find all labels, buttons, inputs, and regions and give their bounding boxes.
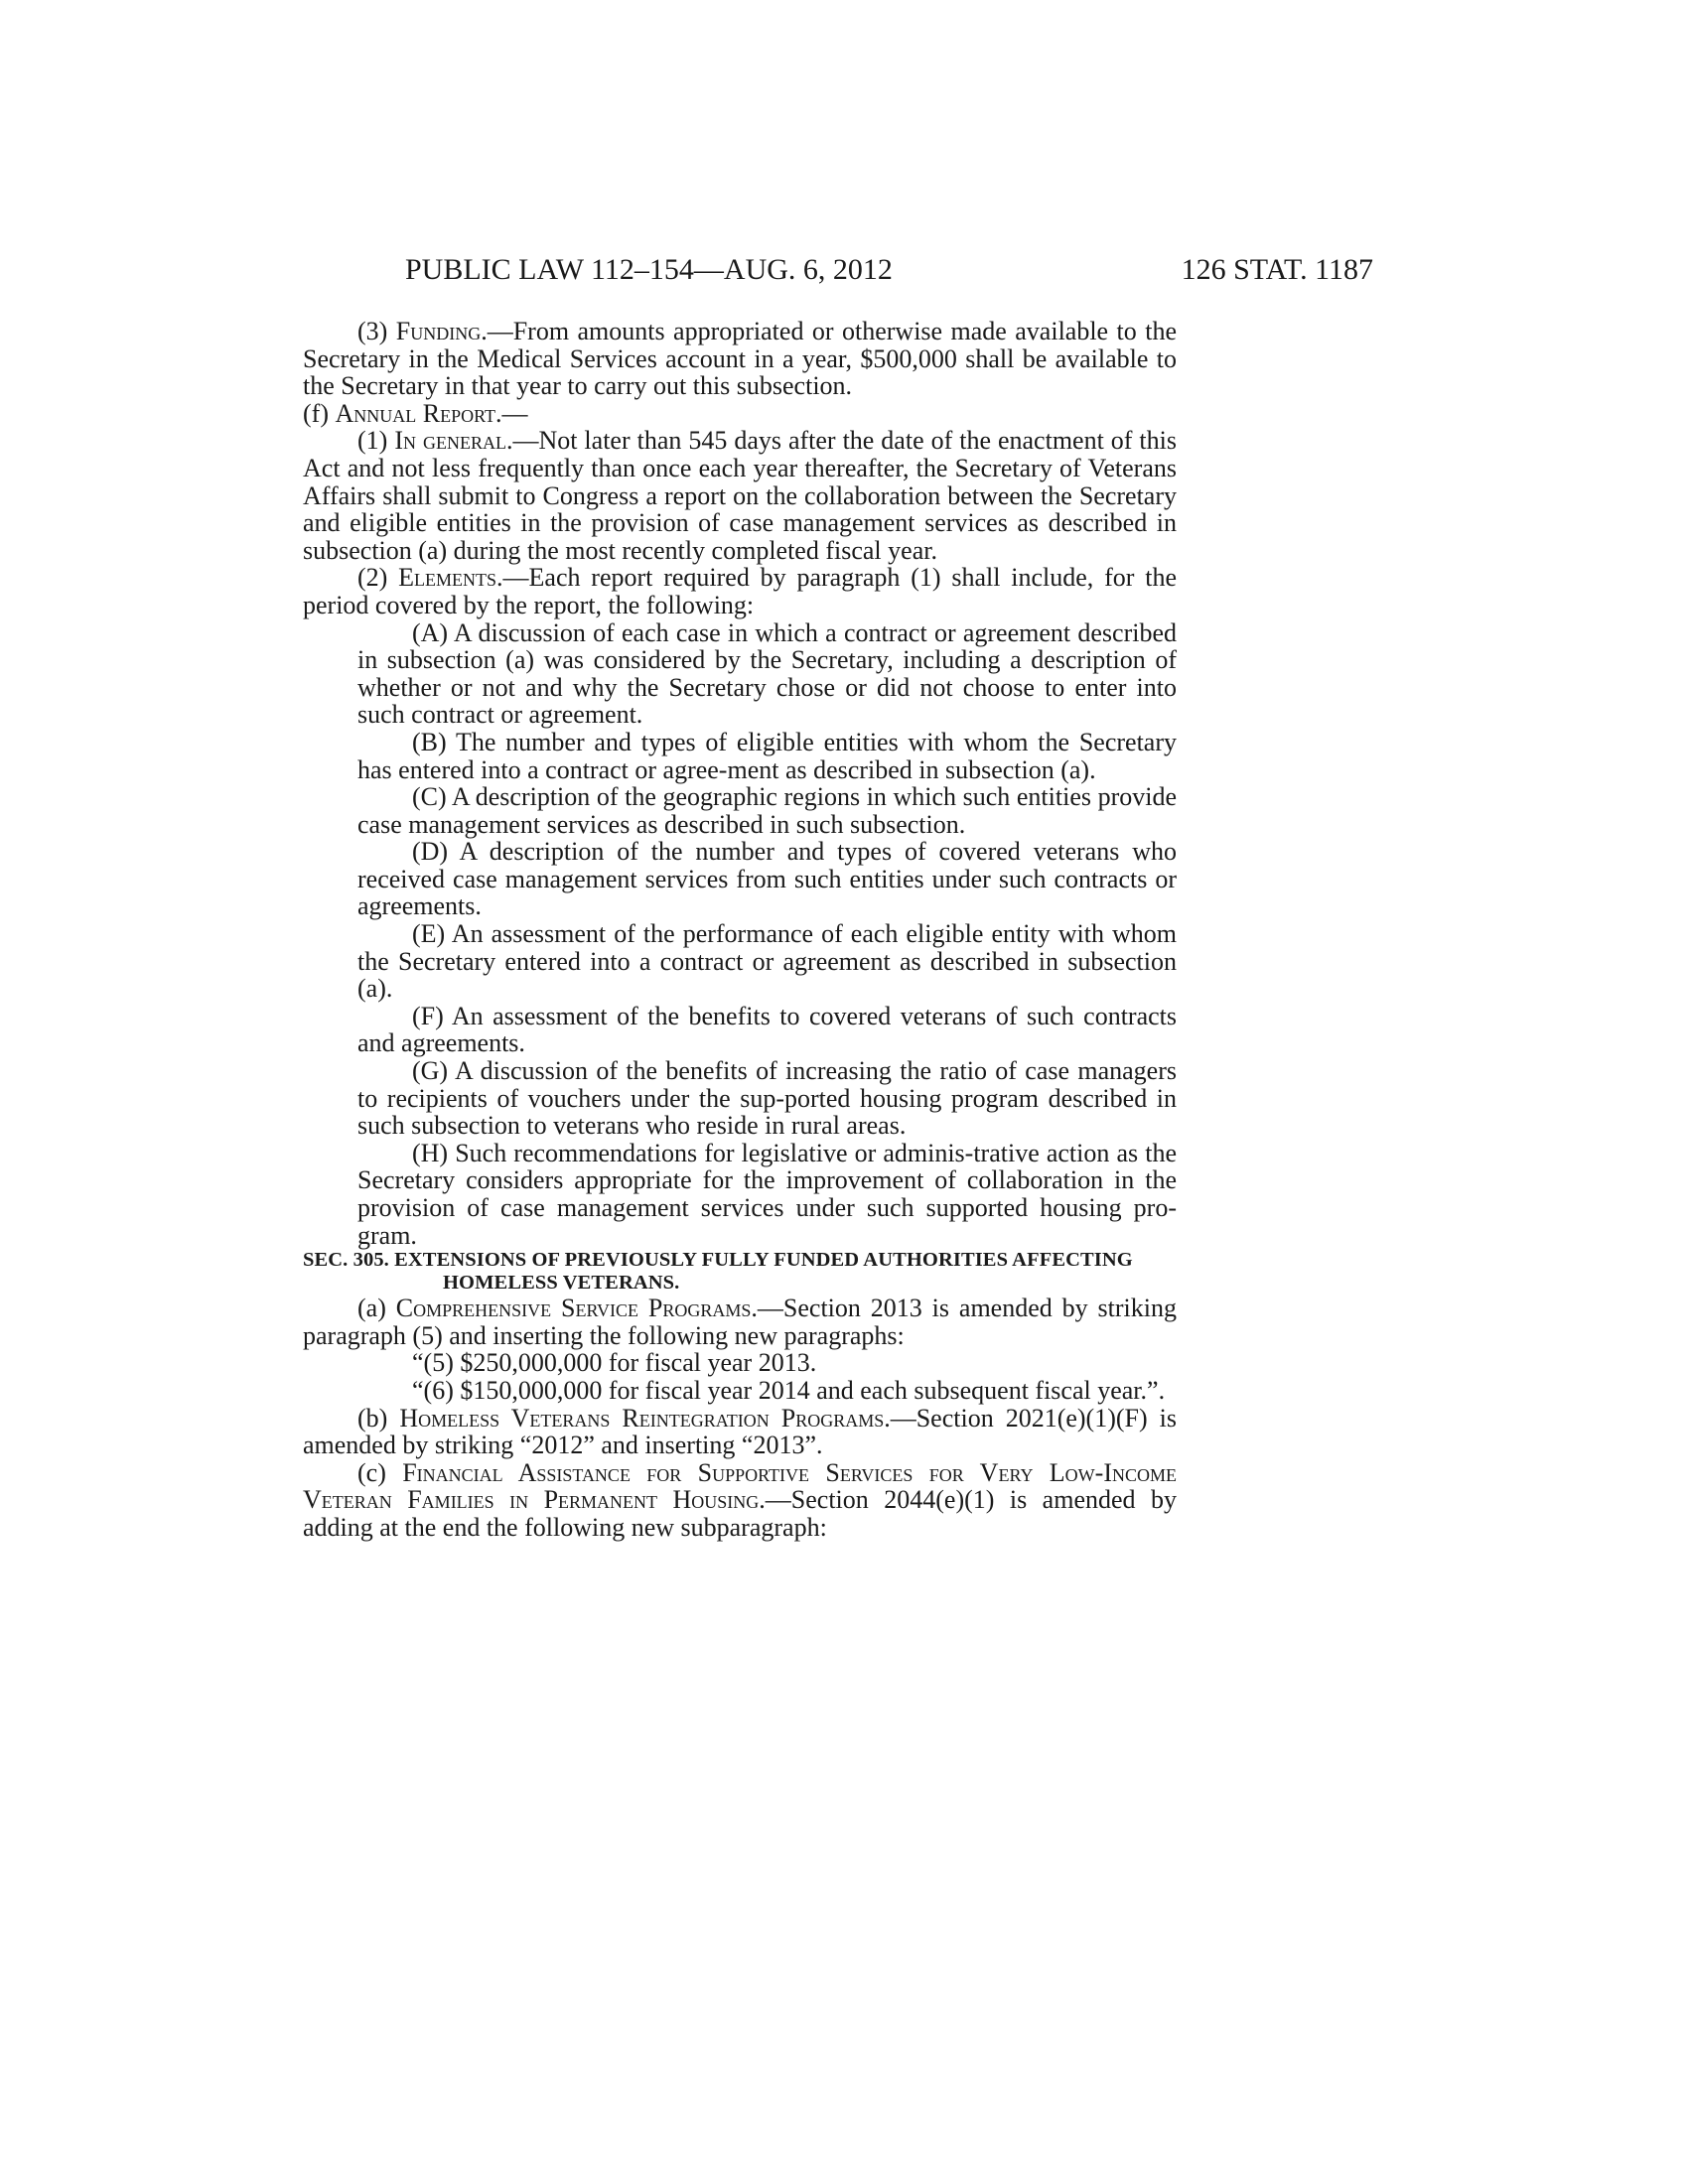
paragraph-text: (E) An assessment of the performance of each eligible entity with whom the Secretary entered into a contract or agreement as described in subsection (a).: [357, 919, 1177, 1004]
paragraph-heading: Annual Report: [335, 398, 496, 428]
paragraph-text: (H) Such recommendations for legislative or adminis-trative action as the Secretary considers appropriate for the improvement of collaboration in the provision of case management services under such supported housing pro-gram.: [357, 1138, 1177, 1250]
paragraph-designator: (a): [357, 1294, 396, 1323]
paragraph-text: (F) An assessment of the benefits to covered veterans of such contracts and agreements.: [357, 1001, 1177, 1058]
paragraph: [303, 1057, 1177, 1140]
paragraph: [303, 619, 1177, 729]
statute-page-number: 126 STAT. 1187: [1181, 253, 1373, 286]
paragraph: [303, 427, 1177, 564]
paragraph: [303, 400, 1177, 428]
paragraph-designator: (2): [357, 563, 399, 593]
paragraph-designator: (1): [357, 426, 395, 456]
paragraph-text: .—Section 2013 is amended by striking paragraph (5) and inserting the following new paragraphs:: [303, 1294, 1177, 1350]
paragraph: [303, 1459, 1177, 1542]
paragraph-heading: Elements: [398, 563, 497, 593]
paragraph-text: .—Section 2021(e)(1)(F) is amended by striking “2012” and inserting “2013”.: [303, 1403, 1177, 1460]
paragraph: [303, 1349, 1177, 1377]
paragraph-text: “(5) $250,000,000 for fiscal year 2013.: [412, 1348, 817, 1378]
section-heading: SEC. 305. EXTENSIONS OF PREVIOUSLY FULLY FUNDED AUTHORITIES AFFECTING HOMELESS VETERANS.: [303, 1249, 1133, 1295]
paragraph: [303, 783, 1177, 838]
paragraph-text: (C) A description of the geographic regions in which such entities provide case management services as described in such subsection.: [357, 782, 1177, 839]
paragraph: [303, 920, 1177, 1003]
paragraph-designator: (3): [357, 317, 396, 345]
document-body: [303, 318, 1177, 1542]
paragraph-designator: (b): [357, 1403, 400, 1433]
paragraph-text: (D) A description of the number and types of covered veterans who received case management services from such entities under such contracts or agreements.: [357, 837, 1177, 921]
paragraph-text: .—Each report required by paragraph (1) shall include, for the period covered by the report, the following:: [303, 563, 1177, 619]
paragraph-heading: Financial Assistance for Supportive Services for Very Low-Income Veteran Families in Permanent Housing: [303, 1457, 1177, 1515]
paragraph: [303, 1377, 1177, 1405]
section-paragraphs: [303, 1295, 1177, 1541]
paragraph-heading: Funding: [395, 317, 482, 345]
paragraph-text: .—: [495, 398, 528, 428]
public-law-citation: PUBLIC LAW 112–154—AUG. 6, 2012: [405, 253, 893, 286]
paragraph-text: .—Not later than 545 days after the date of the enactment of this Act and not less frequently than once each year thereafter, the Secretary of Veterans Affairs shall submit to Congress a report on the collaboration between the Secretary and eligible entities in the provision of case management services as described in subsection (a) during the most recently completed fiscal year.: [303, 426, 1177, 565]
paragraph-heading: Homeless Veterans Reintegration Programs: [399, 1403, 885, 1433]
paragraph-text: (A) A discussion of each case in which a contract or agreement described in subsection (a) was considered by the Secretary, including a description of whether or not and why the Secretary chose or did not choose to enter into such contract or agreement.: [357, 617, 1177, 730]
paragraph: [303, 1405, 1177, 1459]
paragraph: [303, 838, 1177, 920]
paragraph-text: (B) The number and types of eligible entities with whom the Secretary has entered into a contract or agree-ment as described in subsection (a).: [357, 727, 1177, 784]
paragraph: [303, 729, 1177, 783]
paragraph: [303, 1295, 1177, 1349]
paragraph-text: “(6) $150,000,000 for fiscal year 2014 and each subsequent fiscal year.”.: [412, 1375, 1166, 1405]
paragraph: [303, 1140, 1177, 1249]
paragraph: [303, 318, 1177, 400]
paragraph-text: (G) A discussion of the benefits of increasing the ratio of case managers to recipients of vouchers under the sup-ported housing program described in such subsection to veterans who reside in rural areas.: [357, 1056, 1177, 1141]
paragraph-heading: Comprehensive Service Programs: [395, 1294, 752, 1323]
paragraph: [303, 1003, 1177, 1057]
paragraph-text: .—From amounts appropriated or otherwise made available to the Secretary in the Medical Services account in a year, $500,000 shall be available to the Secretary in that year to carry out this subsection.: [303, 317, 1177, 401]
paragraph-text: .—Section 2044(e)(1) is amended by adding at the end the following new subparagraph:: [303, 1485, 1177, 1542]
paragraph: [303, 564, 1177, 618]
subsection-paragraphs: [303, 318, 1177, 1249]
paragraph-heading: In general: [394, 426, 506, 456]
paragraph-designator: (f): [303, 398, 336, 428]
paragraph-designator: (c): [357, 1457, 403, 1487]
page-header: [405, 248, 1373, 292]
